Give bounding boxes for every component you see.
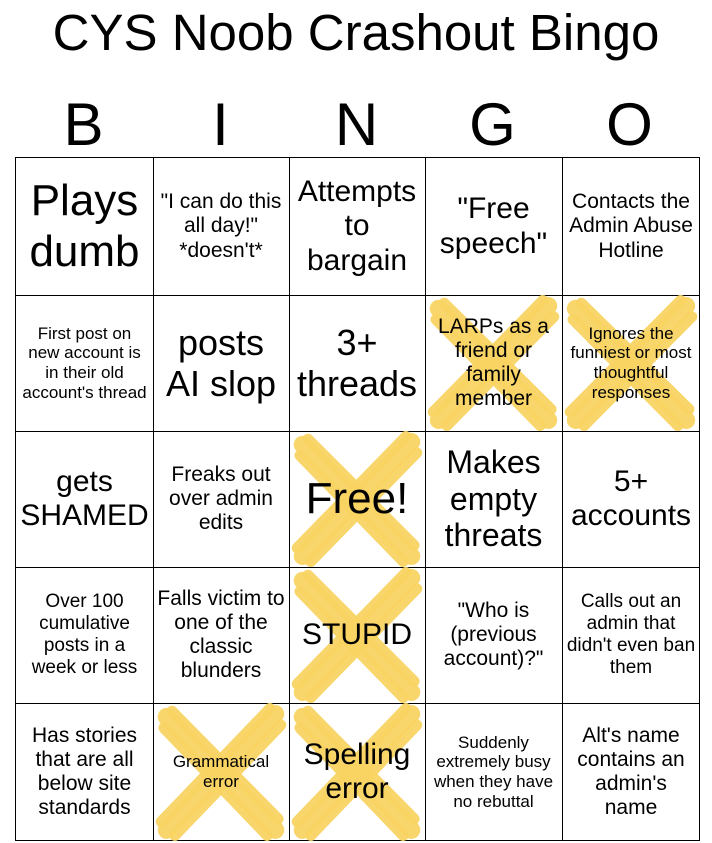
bingo-cell-label: Attempts to bargain bbox=[297, 174, 417, 277]
bingo-cell-r3-c1[interactable] bbox=[16, 431, 154, 568]
bingo-cell-r2-c5[interactable] bbox=[562, 295, 700, 432]
bingo-cell-label: Calls out an admin that didn't even ban them bbox=[566, 591, 696, 678]
bingo-board bbox=[15, 157, 700, 841]
bingo-cell-label: STUPID bbox=[301, 617, 412, 651]
bingo-cell-r2-c2[interactable] bbox=[153, 295, 290, 432]
bingo-cell-r1-c2[interactable] bbox=[153, 158, 290, 296]
bingo-cell-r1-c1[interactable] bbox=[16, 158, 154, 296]
bingo-cell-label: Contacts the Admin Abuse Hotline bbox=[569, 190, 693, 262]
bingo-header-letters bbox=[15, 91, 700, 158]
bingo-cell-label: "Free speech" bbox=[439, 192, 548, 260]
header-letter-i: I bbox=[212, 91, 229, 158]
bingo-cell-r4-c1[interactable] bbox=[16, 567, 154, 704]
bingo-cell-label: 3+ threads bbox=[296, 321, 418, 404]
header-letter-n: N bbox=[334, 91, 379, 158]
bingo-title: CYS Noob Crashout Bingo bbox=[52, 4, 660, 61]
bingo-cell-r5-c3[interactable] bbox=[289, 703, 426, 841]
bingo-cell-label: Falls victim to one of the classic blunders bbox=[157, 586, 285, 683]
bingo-cell-r3-c3[interactable] bbox=[289, 431, 426, 568]
bingo-cell-label: "I can do this all day!" *doesn't* bbox=[160, 190, 282, 262]
bingo-cell-r2-c4[interactable] bbox=[425, 295, 563, 432]
bingo-cell-r3-c5[interactable] bbox=[562, 431, 700, 568]
bingo-cell-label: LARPs as a friend or family member bbox=[438, 314, 549, 411]
bingo-cell-label: "Who is (previous account)?" bbox=[443, 598, 544, 671]
bingo-cell-r5-c5[interactable] bbox=[562, 703, 700, 841]
bingo-cell-r2-c1[interactable] bbox=[16, 295, 154, 432]
bingo-cell-r1-c3[interactable] bbox=[289, 158, 426, 296]
bingo-cell-r1-c4[interactable] bbox=[425, 158, 563, 296]
bingo-cell-label: Ignores the funniest or most thoughtful responses bbox=[570, 323, 692, 402]
bingo-cell-r3-c2[interactable] bbox=[153, 431, 290, 568]
bingo-cell-r2-c3[interactable] bbox=[289, 295, 426, 432]
bingo-cell-label: Grammatical error bbox=[172, 752, 270, 791]
header-letter-b: B bbox=[63, 91, 104, 158]
bingo-cell-label: Alt's name contains an admin's name bbox=[577, 723, 685, 820]
bingo-cell-r5-c4[interactable] bbox=[425, 703, 563, 841]
bingo-cell-r1-c5[interactable] bbox=[562, 158, 700, 296]
bingo-cell-r5-c2[interactable] bbox=[153, 703, 290, 841]
bingo-cell-label: Free! bbox=[305, 473, 409, 523]
bingo-cell-r4-c3[interactable] bbox=[289, 567, 426, 704]
bingo-cell-r4-c4[interactable] bbox=[425, 567, 563, 704]
bingo-cell-r5-c1[interactable] bbox=[16, 703, 154, 841]
bingo-cell-label: Plays dumb bbox=[29, 175, 140, 276]
bingo-cell-label: Makes empty threats bbox=[444, 443, 543, 554]
bingo-cell-label: Freaks out over admin edits bbox=[169, 462, 273, 535]
bingo-cell-label: 5+ accounts bbox=[570, 464, 692, 532]
bingo-cell-label: Suddenly extremely busy when they have no rebuttal bbox=[433, 732, 554, 811]
bingo-cell-label: Over 100 cumulative posts in a week or less bbox=[31, 591, 138, 678]
bingo-cell-r3-c4[interactable] bbox=[425, 431, 563, 568]
header-letter-o: O bbox=[606, 91, 653, 158]
bingo-cell-r4-c5[interactable] bbox=[562, 567, 700, 704]
bingo-cell-label: Has stories that are all below site standards bbox=[31, 723, 138, 820]
bingo-cell-label: Spelling error bbox=[303, 737, 411, 805]
bingo-cell-r4-c2[interactable] bbox=[153, 567, 290, 704]
bingo-cell-label: gets SHAMED bbox=[20, 464, 149, 532]
bingo-cell-label: First post on new account is in their old account's thread bbox=[22, 323, 147, 402]
bingo-cell-label: posts AI slop bbox=[165, 321, 277, 404]
header-letter-g: G bbox=[469, 91, 516, 158]
